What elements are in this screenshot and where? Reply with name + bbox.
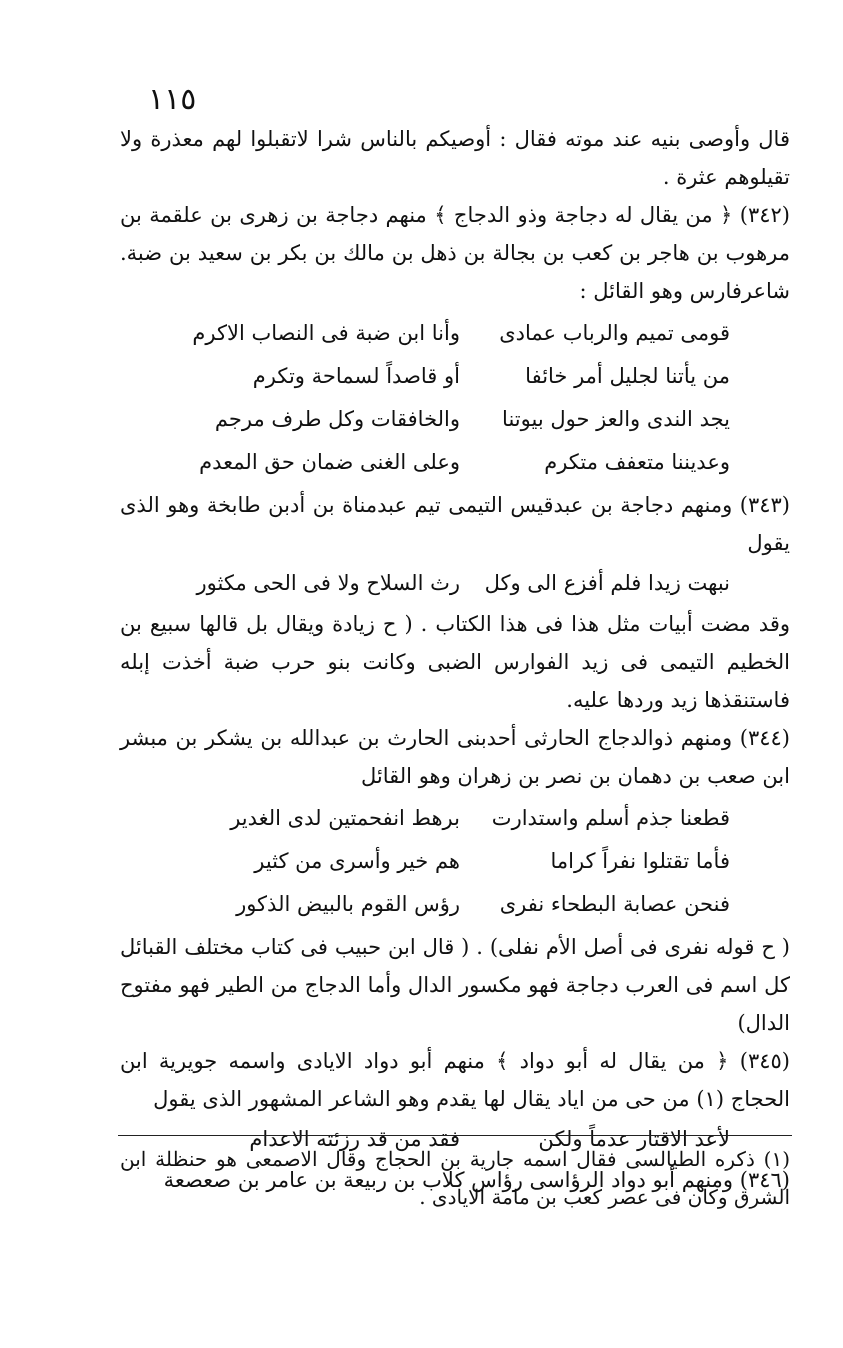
paragraph-346: (٣٤٦) ومنهم أبو دواد الرؤاسى رؤاس كلاب بن ربيعة بن عامر بن صعصعة	[163, 1168, 790, 1192]
paragraph-343: (٣٤٣) ومنهم دجاجة بن عبدقيس التيمى تيم عبدمناة بن أدبن طابخة وهو الذى يقول	[120, 493, 790, 555]
hemistich-second: برهط انفحمتين لدى الغدير	[230, 806, 460, 830]
poem-line	[120, 312, 790, 355]
poem-line	[120, 441, 790, 484]
footnote-1: (١) ذكره الطيالسى فقال اسمه جارية بن الحجاج وقال الاصمعى هو حنظلة ابن الشرق وكان فى عصر كعب بن مامة الايادى .	[120, 1147, 790, 1209]
hemistich-first: فنحن عصابة البطحاء نفرى	[499, 892, 730, 916]
poem-line	[120, 398, 790, 441]
paragraph-343-continued: وقد مضت أبيات مثل هذا فى هذا الكتاب . ( ح زيادة ويقال بل قالها سبيع بن الخطيم التيمى فى زيد الفوارس الضبى وكانت بنو حرب ضبة أخذت إبله فاستنقذها زيد وردها عليه.	[120, 612, 790, 712]
hemistich-first: لأعد الاقتار عدماً ولكن	[538, 1127, 730, 1151]
paragraph-344: (٣٤٤) ومنهم ذوالدجاج الحارثى أحدبنى الحارث بن عبدالله بن يشكر بن مبشر ابن صعب بن دهمان بن نصر بن زهران وهو القائل	[120, 726, 790, 788]
hemistich-second: والخافقات وكل طرف مرجم	[214, 407, 460, 431]
paragraph-intro: قال وأوصى بنيه عند موته فقال : أوصيكم بالناس شرا لاتقبلوا لهم معذرة ولا تقيلوهم عثرة .	[120, 127, 790, 189]
poem-2	[120, 797, 790, 926]
poem-line	[120, 355, 790, 398]
hemistich-first: من يأتنا لجليل أمر خائفا	[525, 364, 730, 388]
footnote-divider	[118, 1135, 792, 1136]
hemistich-first: وعديننا متعفف متكرم	[544, 450, 730, 474]
main-text	[120, 120, 790, 1199]
hemistich-first: يجد الندى والعز حول بيوتنا	[502, 407, 730, 431]
footnotes	[120, 1140, 790, 1216]
poem-line	[120, 883, 790, 926]
hemistich-second: أو قاصداً لسماحة وتكرم	[252, 364, 460, 388]
hemistich-first: نبهت زيدا فلم أفزع الى وكل	[484, 571, 730, 595]
hemistich-second: رث السلاح ولا فى الحى مكثور	[196, 571, 460, 595]
paragraph-342: (٣٤٢) ﴿ من يقال له دجاجة وذو الدجاج ﴾ منهم دجاجة بن زهرى بن علقمة بن مرهوب بن هاجر بن كعب بن بجالة بن ذهل بن مالك بن بكر بن سعيد بن ضبة. شاعرفارس وهو القائل :	[120, 203, 790, 303]
hemistich-second: رؤس القوم بالبيض الذكور	[236, 892, 460, 916]
hemistich-second: وأنا ابن ضبة فى النصاب الاكرم	[192, 321, 460, 345]
paragraph-345: (٣٤٥) ﴿ من يقال له أبو دواد ﴾ منهم أبو دواد الايادى واسمه جويرية ابن الحجاج (١) من حى من اياد يقال لها يقدم وهو الشاعر المشهور الذى يقول	[120, 1049, 790, 1111]
poem-line	[120, 797, 790, 840]
hemistich-first: فأما تقتلوا نفراً كراما	[550, 849, 730, 873]
poem-line	[120, 840, 790, 883]
hemistich-second: فقد من قد رزئته الاعدام	[249, 1127, 460, 1151]
poem-1	[120, 312, 790, 484]
page-number: ١١٥	[148, 82, 197, 117]
paragraph-note: ( ح قوله نفرى فى أصل الأم نفلى) . ( قال ابن حبيب فى كتاب مختلف القبائل كل اسم فى العرب دجاجة فهو مكسور الدال وأما الدجاج من الطير فهو مفتوح الدال)	[120, 935, 790, 1035]
hemistich-second: وعلى الغنى ضمان حق المعدم	[199, 450, 460, 474]
verse-343	[120, 562, 790, 605]
hemistich-first: قطعنا جذم أسلم واستدارت	[491, 806, 730, 830]
hemistich-second: هم خير وأسرى من كثير	[254, 849, 460, 873]
hemistich-first: قومى تميم والرباب عمادى	[499, 321, 730, 345]
